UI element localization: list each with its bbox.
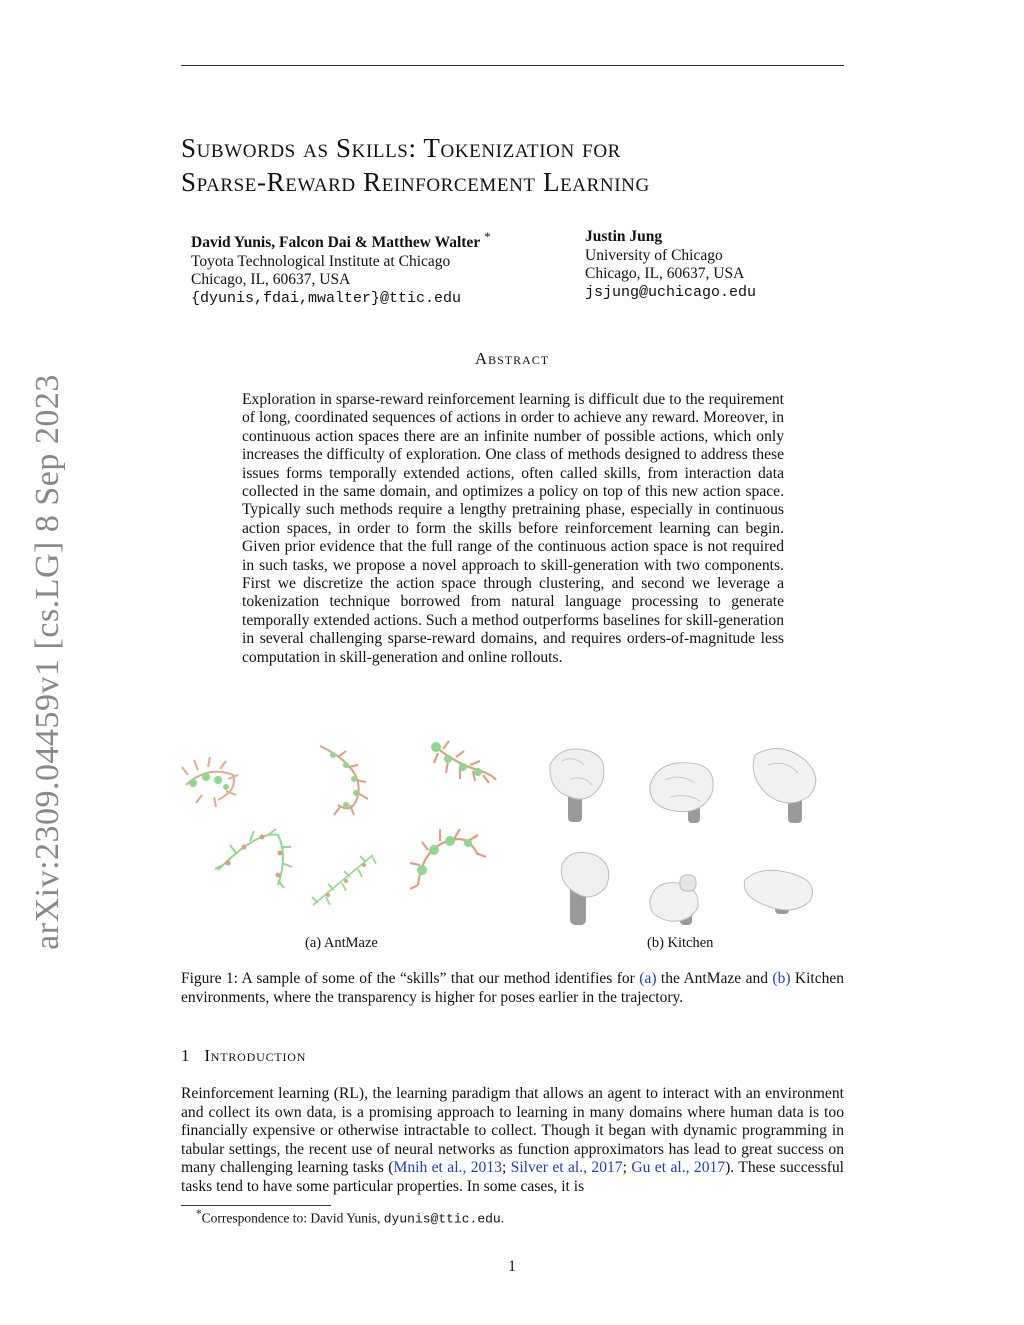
kitchen-skill-1 [550,749,604,822]
author-address-2: Chicago, IL, 60637, USA [585,265,745,282]
title-line-2: Sparse-Reward Reinforcement Learning [181,167,650,197]
intro-paragraph [181,1085,844,1197]
ant-skill-4 [215,829,292,888]
arxiv-sidebar [18,362,78,962]
kitchen-skill-6 [744,870,812,914]
citation-silver[interactable]: Silver et al., 2017 [510,1159,623,1177]
author-affiliation-2: University of Chicago [585,246,723,264]
intro-text-1: Reinforcement learning (RL), the learning paradigm that allows an agent to interact with an environment and collect its own data, is a promising approach to learning in many domains where human data is too financially expensive or otherwise intractable to collect. Though it began with dynamic programming in tabular settings, the recent use of neural networks as function approximators has lead to great success on many challenging learning tasks ( [181,1085,844,1177]
author-names-2: Justin Jung [585,228,663,245]
ant-skill-3 [433,741,496,783]
section-heading [181,1046,306,1066]
ant-skill-5 [312,855,376,905]
footnote-end: . [500,1210,505,1226]
caption-suffix: Kitchen environments, where the transparency is higher for poses earlier in the trajectory. [181,970,844,1006]
figure-caption [181,969,844,1007]
footnote-email[interactable]: dyunis@ttic.edu [383,1211,501,1227]
kitchen-skill-2 [650,763,713,823]
footnote [196,1208,504,1227]
kitchen-illustration [540,735,840,935]
footnote-rule [181,1205,331,1206]
kitchen-skill-3 [753,749,816,823]
caption-mid: the AntMaze and [656,970,773,987]
abstract-heading: Abstract [474,349,550,368]
section-number: 1 [181,1046,191,1065]
footnote-mark: * [196,1208,202,1220]
footnote-text: Correspondence to: David Yunis, [201,1210,384,1226]
citation-mnih[interactable]: Mnih et al., 2013 [393,1159,502,1177]
author-affiliation-1: Toyota Technological Institute at Chicago [191,252,451,270]
caption-prefix: Figure 1: A sample of some of the “skills” that our method identifies for [181,970,640,987]
antmaze-illustration [178,735,508,935]
citation-gu[interactable]: Gu et al., 2017 [631,1159,726,1177]
top-rule [181,65,844,66]
section-title: Introduction [204,1046,307,1065]
paper-title [181,131,861,199]
author-names-1: David Yunis, Falcon Dai & Matthew Walter [191,234,481,252]
caption-link-a[interactable]: (a) [639,970,657,987]
intro-text-2: ). These successful tasks tend to have some particular properties. In some cases, it is [181,1159,845,1195]
caption-link-b[interactable]: (b) [772,970,791,987]
author-address-1: Chicago, IL, 60637, USA [191,271,351,289]
figure-kitchen [540,735,840,935]
page-number: 1 [508,1258,516,1275]
author-email-1[interactable]: {dyunis,fdai,mwalter}@ttic.edu [191,289,462,307]
author-email-2[interactable]: jsjung@uchicago.edu [585,283,757,301]
kitchen-skill-4 [561,853,609,925]
title-line-1: Subwords as Skills: Tokenization for [181,133,621,163]
author-block-2 [585,228,756,302]
intro-sep-1: ; [501,1159,511,1177]
subcaption-antmaze: (a) AntMaze [305,935,378,951]
abstract-body: Exploration in sparse-reward reinforcement learning is difficult due to the requirement of long, coordinated sequences of actions in order to achieve any reward. Moreover, in continuous action spaces there are an infinite number of possible actions, which only increases the difficulty of exploration. One class of methods designed to address these issues forms temporally extended actions, often called skills, from interaction data collected in the same domain, and optimizes a policy on top of this new action space. Typically such methods require a lengthy pretraining phase, especially in continuous action spaces, in order to form the skills before reinforcement learning can begin. Given prior evidence that the full range of the continuous action space is not required in such tasks, we propose a novel approach to skill-generation with two components. First we discretize the action space through clustering, and second we leverage a tokenization technique borrowed from natural language processing to generate temporally extended actions. Such a method outperforms baselines for skill-generation in several challenging sparse-reward domains, and requires orders-of-magnitude less computation in skill-generation and online rollouts. [242,391,784,666]
arxiv-stamp: arXiv:2309.04459v1 [cs.LG] 8 Sep 2023 [29,374,66,950]
kitchen-skill-5 [650,875,698,925]
figure-antmaze [178,735,508,935]
author-block-1 [191,228,491,308]
author-mark-1: * [484,229,491,244]
intro-sep-2: ; [622,1159,632,1177]
subcaption-kitchen: (b) Kitchen [647,935,714,951]
